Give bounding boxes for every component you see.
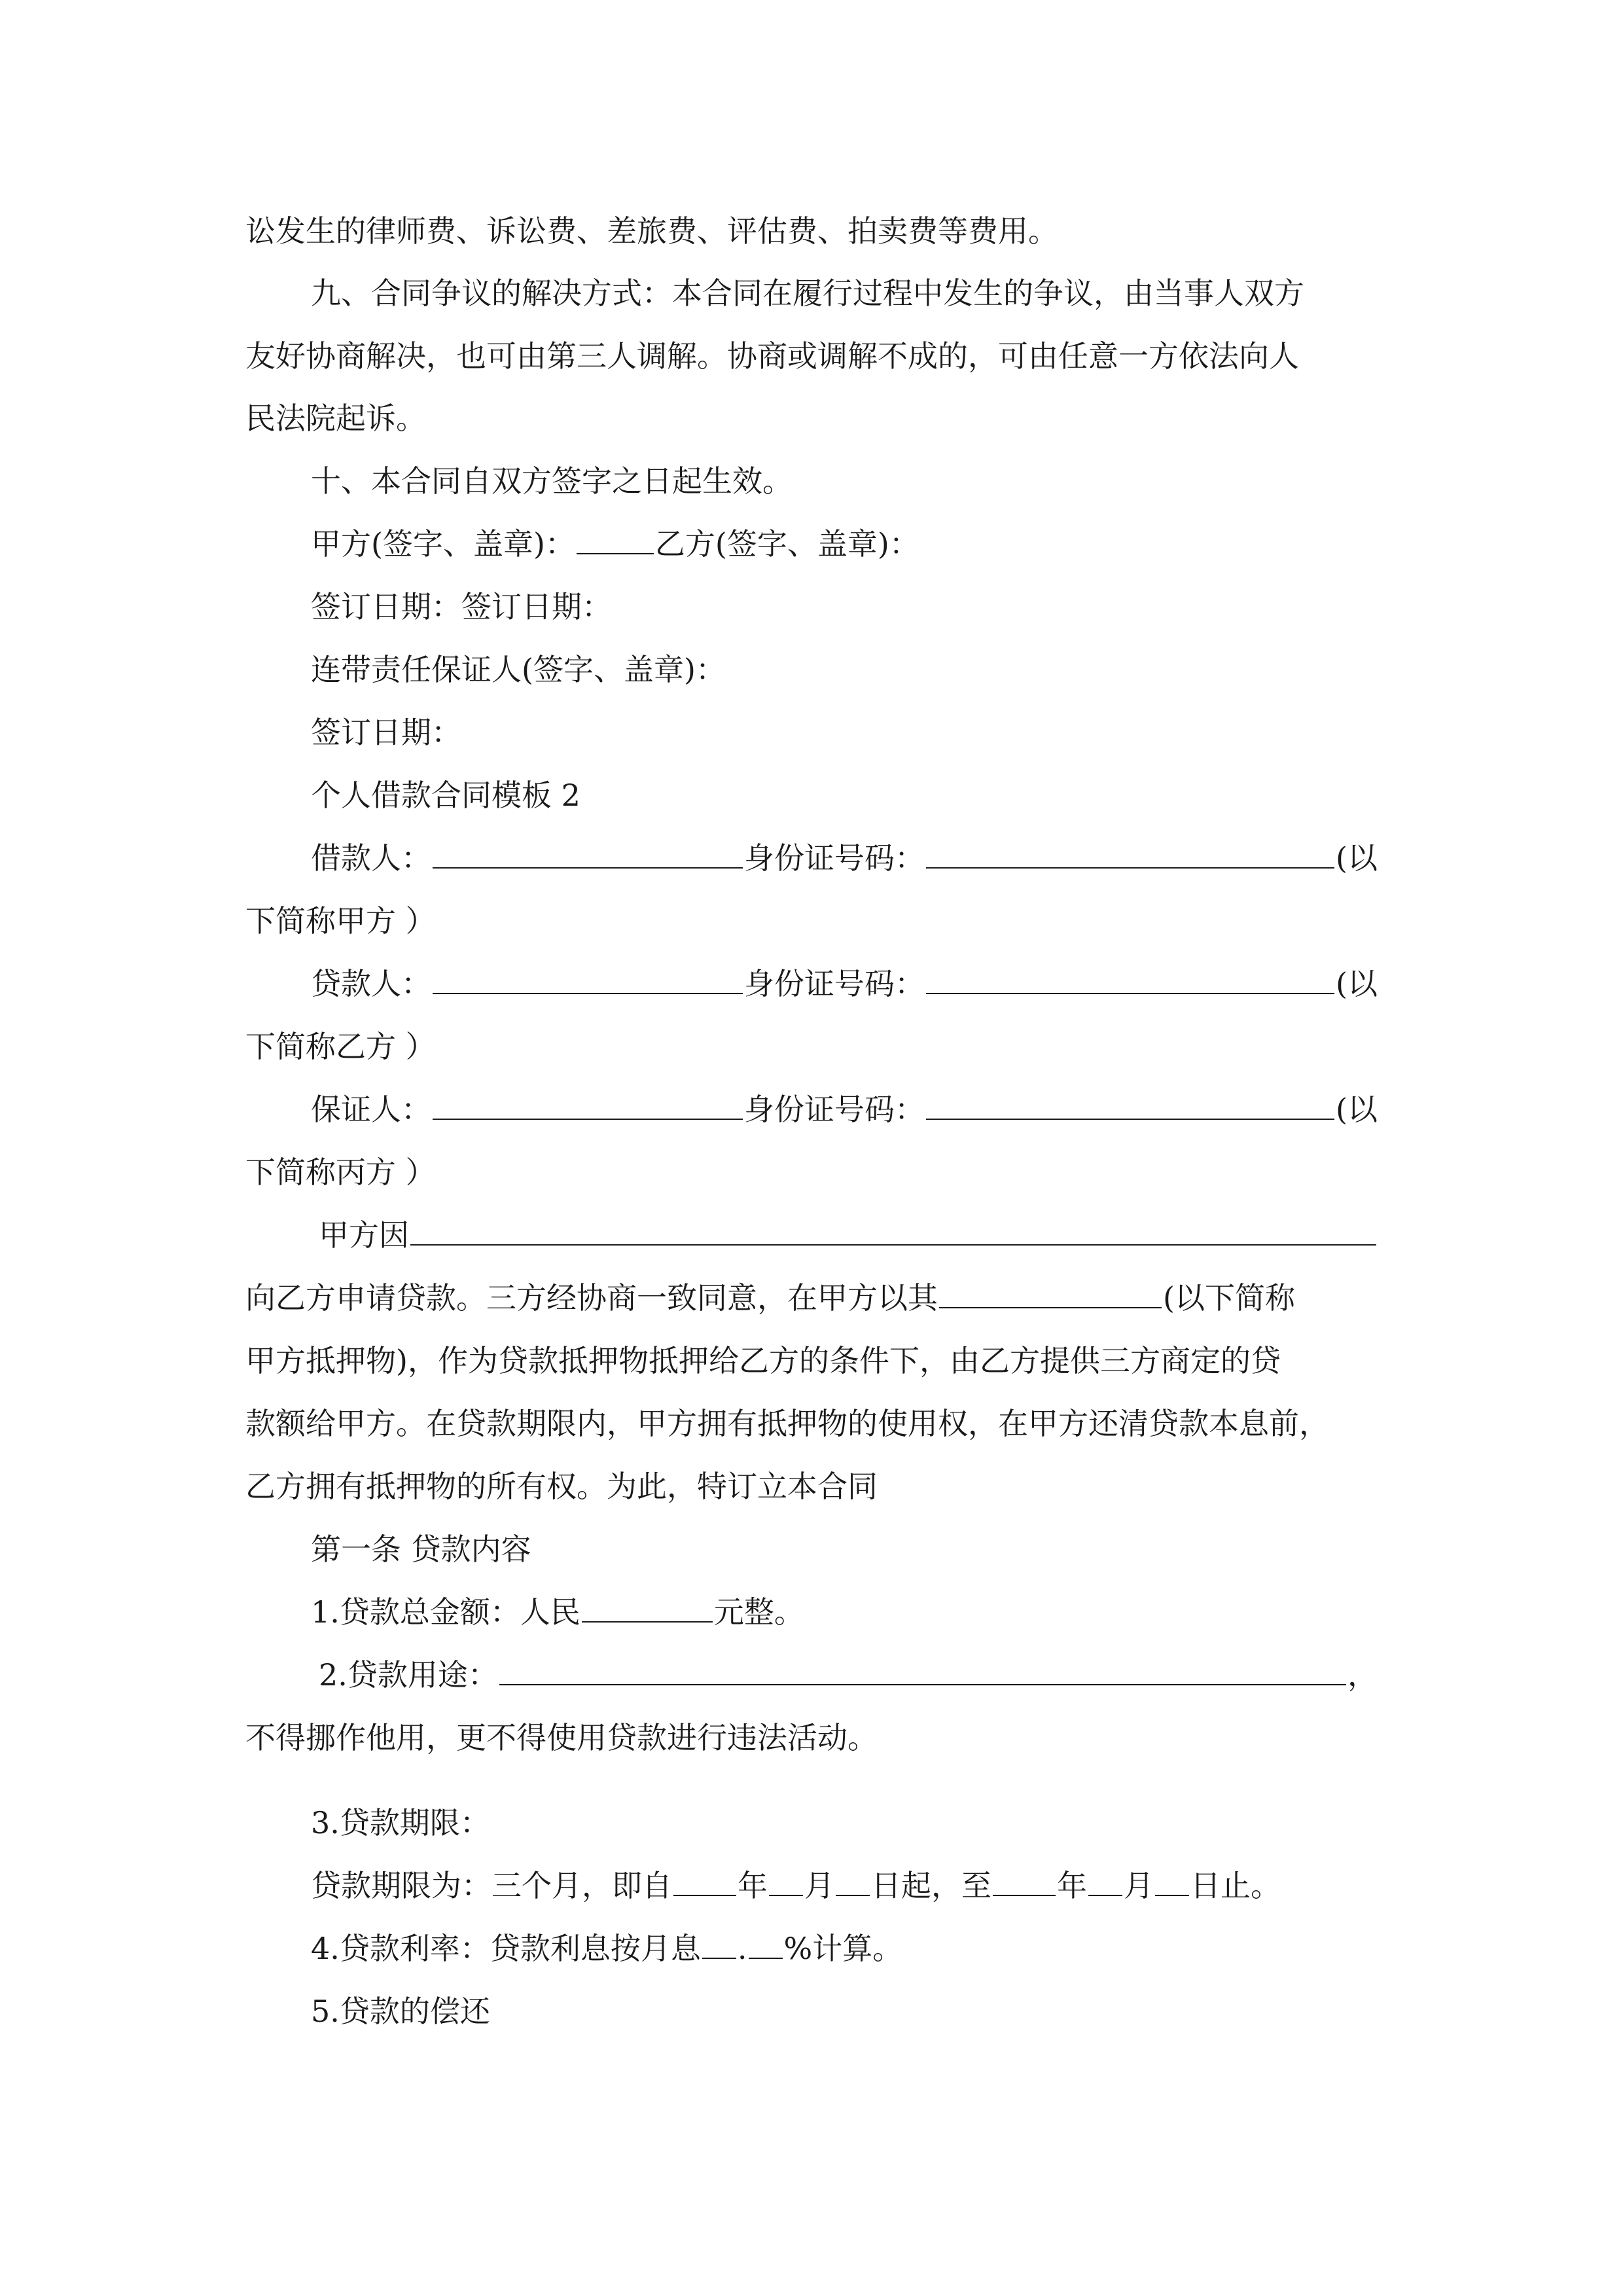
text-line	[311, 640, 1378, 699]
text-line	[245, 1457, 1378, 1516]
text-line	[245, 1017, 1378, 1076]
id-number-blank	[926, 958, 1334, 994]
text-line	[245, 202, 1378, 260]
signature-line	[311, 514, 1378, 573]
start-year-blank	[673, 1859, 736, 1896]
collateral-blank	[939, 1272, 1162, 1308]
year-label: 年	[1057, 1868, 1087, 1903]
start-month-blank	[769, 1859, 803, 1896]
text-line	[311, 577, 1378, 636]
template-title: 个人借款合同模板 2	[311, 778, 580, 813]
end-year-blank	[993, 1859, 1056, 1896]
loan-term-line	[311, 1856, 1378, 1915]
id-number-blank	[926, 1083, 1334, 1120]
decimal-point: .	[737, 1931, 747, 1966]
article-1-heading: 第一条 贷款内容	[311, 1532, 531, 1567]
borrower-name-blank	[433, 832, 743, 869]
paragraph-text: 友好协商解决，也可由第三人调解。协商或调解不成的，可由任意一方依法向人	[245, 338, 1299, 374]
clause-9-heading: 九、合同争议的解决方式：本合同在履行过程中发生的争议，由当事人双方	[311, 276, 1304, 311]
reason-blank	[410, 1209, 1376, 1246]
interest-integer-blank	[702, 1922, 736, 1959]
start-day-blank	[836, 1859, 870, 1896]
text-line	[245, 1394, 1378, 1453]
abbreviation-label: (以	[1336, 966, 1378, 1001]
month-label: 月	[804, 1868, 834, 1903]
id-number-label: 身份证号码：	[744, 1092, 925, 1127]
text-line	[311, 452, 1378, 511]
guarantor-label: 保证人：	[311, 1092, 431, 1127]
text-line	[311, 1982, 1378, 2041]
loan-amount-label: 1.贷款总金额：人民	[311, 1594, 580, 1630]
paragraph-text: 民法院起诉。	[245, 401, 426, 436]
text-line	[245, 1331, 1378, 1390]
guarantor-name-blank	[433, 1083, 743, 1120]
abbreviation-label: (以	[1336, 1092, 1378, 1127]
loan-purpose-blank	[499, 1649, 1346, 1685]
guarantor-signature-label: 连带责任保证人(签字、盖章)：	[311, 652, 726, 687]
loan-amount-suffix: 元整。	[713, 1594, 804, 1630]
text-line	[319, 1645, 1378, 1704]
text-line	[311, 1520, 1378, 1579]
borrower-label: 借款人：	[311, 840, 431, 876]
party-b-signature-label: 乙方(签字、盖章)：	[654, 526, 919, 562]
paragraph-text: 讼发生的律师费、诉讼费、差旅费、评估费、拍卖费等费用。	[245, 213, 1058, 249]
interest-rate-label: 4.贷款利率：贷款利息按月息	[311, 1931, 701, 1966]
text-line	[245, 389, 1378, 448]
punctuation: ，	[1347, 1657, 1378, 1693]
text-line	[311, 264, 1378, 323]
repayment-label: 5.贷款的偿还	[311, 1994, 490, 2029]
reason-label: 甲方因	[319, 1217, 409, 1253]
lender-line	[311, 954, 1378, 1013]
paragraph-text: 款额给甲方。在贷款期限内，甲方拥有抵押物的使用权，在甲方还清贷款本息前，	[245, 1406, 1329, 1441]
paragraph-text: 下简称乙方 ）	[245, 1029, 436, 1064]
paragraph-text: 不得挪作他用，更不得使用贷款进行违法活动。	[245, 1720, 878, 1755]
year-label: 年	[738, 1868, 768, 1903]
reason-line	[319, 1206, 1378, 1265]
loan-term-text: 贷款期限为：三个月，即自	[311, 1868, 672, 1903]
loan-amount-blank	[582, 1586, 713, 1623]
paragraph-text: 向乙方申请贷款。三方经协商一致同意，在甲方以其	[245, 1280, 938, 1316]
interest-rate-suffix: %计算。	[783, 1931, 903, 1966]
paragraph-text: 甲方抵押物)，作为贷款抵押物抵押给乙方的条件下，由乙方提供三方商定的贷	[245, 1343, 1281, 1378]
text-line	[311, 1583, 1378, 1641]
id-number-blank	[926, 832, 1334, 869]
text-line	[245, 891, 1378, 950]
end-month-blank	[1088, 1859, 1122, 1896]
guarantor-line	[311, 1080, 1378, 1139]
paragraph-text: 下简称甲方 ）	[245, 903, 436, 939]
month-label: 月	[1124, 1868, 1154, 1903]
text-line	[311, 703, 1378, 762]
paragraph-text: 乙方拥有抵押物的所有权。为此，特订立本合同	[245, 1469, 878, 1504]
text-line	[245, 1143, 1378, 1202]
signing-date-label: 签订日期：签订日期：	[311, 589, 612, 624]
borrower-line	[311, 829, 1378, 888]
loan-term-label: 3.贷款期限：	[311, 1805, 490, 1840]
id-number-label: 身份证号码：	[744, 840, 925, 876]
lender-label: 贷款人：	[311, 966, 431, 1001]
end-day-blank	[1155, 1859, 1189, 1896]
loan-purpose-label: 2.贷款用途：	[319, 1657, 498, 1693]
interest-decimal-blank	[749, 1922, 783, 1959]
interest-rate-line	[311, 1919, 1378, 1978]
paragraph-text: (以下简称	[1163, 1280, 1295, 1316]
id-number-label: 身份证号码：	[744, 966, 925, 1001]
clause-10-heading: 十、本合同自双方签字之日起生效。	[311, 463, 793, 499]
text-line	[311, 766, 1378, 825]
text-line	[245, 1708, 1378, 1767]
abbreviation-label: (以	[1336, 840, 1378, 876]
signing-date-label: 签订日期：	[311, 715, 461, 750]
party-a-signature-label: 甲方(签字、盖章)：	[311, 526, 575, 562]
day-label: 日止。	[1190, 1868, 1281, 1903]
text-line	[245, 327, 1378, 386]
text-line	[245, 1268, 1378, 1327]
party-a-signature-blank	[577, 518, 654, 554]
text-line	[311, 1793, 1378, 1852]
lender-name-blank	[433, 958, 743, 994]
paragraph-text: 下简称丙方 ）	[245, 1155, 436, 1190]
day-label: 日起，至	[871, 1868, 991, 1903]
